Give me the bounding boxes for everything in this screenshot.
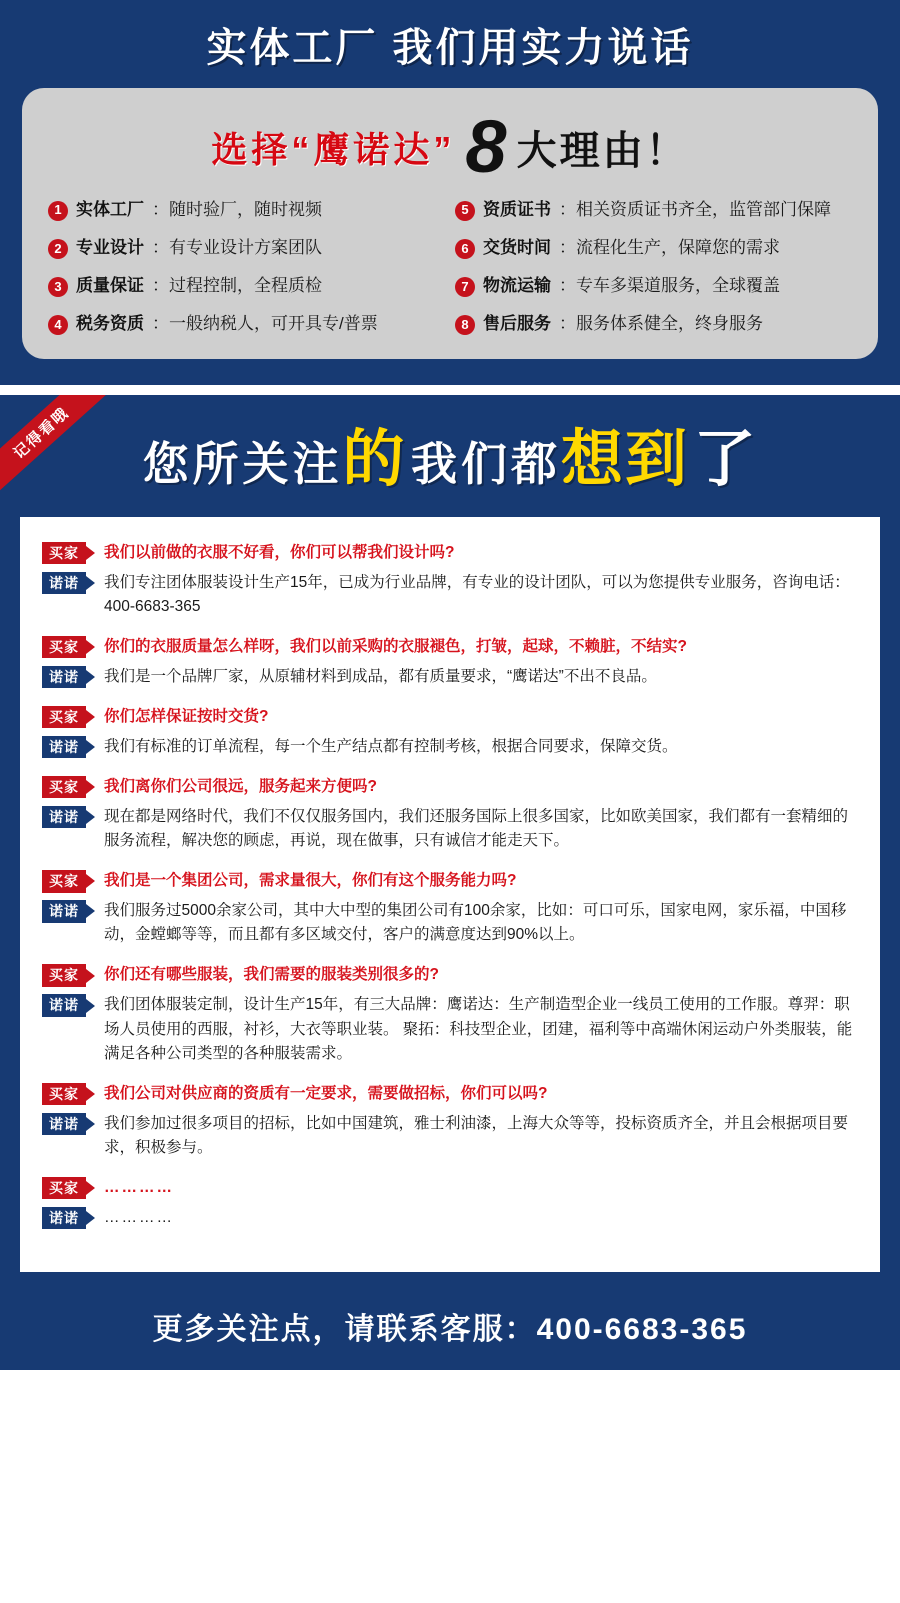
faq-question-line [42,869,858,893]
reason-number-badge: 4 [48,315,68,335]
reason-item [48,313,445,335]
faq-item [42,541,858,619]
reason-value: ：相关资质证书齐全，监管部门保障 [559,199,831,219]
reply-tag: 诺诺 [42,736,86,758]
faq-item [42,963,858,1065]
faq-question-line [42,541,858,565]
reason-number-badge: 2 [48,239,68,259]
reason-value: ：一般纳税人，可开具专/普票 [152,314,378,334]
faq-answer: 现在都是网络时代，我们不仅仅服务国内，我们还服务国际上很多国家，比如欧美国家，我们都有一套精细的服务流程，解决您的顾虑，再说，现在做事，只有诚信才能走天下。 [104,808,849,850]
faq-question: 我们以前做的衣服不好看，你们可以帮我们设计吗? [104,544,455,562]
faq-answer: 我们服务过5000余家公司，其中大中型的集团公司有100余家，比如：可口可乐，国家电网，家乐福，中国移动，金螳螂等等，而且都有多区域交付，客户的满意度达到90%以上。 [104,902,847,944]
page-title: 实体工厂 我们用实力说话 [206,26,694,70]
faq-answer-line [42,1112,858,1160]
faq-item [42,1082,858,1160]
faq-title-part-4: 想到 [560,425,689,495]
reasons-box [22,88,878,359]
buyer-tag: 买家 [42,1083,86,1105]
faq-answer-line [42,665,858,689]
reason-value: ：服务体系健全，终身服务 [559,314,763,334]
reply-tag: 诺诺 [42,666,86,688]
faq-question: 我们离你们公司很远，服务起来方便吗? [104,778,377,796]
faq-question: 你们的衣服质量怎么样呀，我们以前采购的衣服褪色，打皱，起球，不赖脏，不结实? [104,638,687,656]
reason-number-badge: 1 [48,201,68,221]
faq-title-part-3: 我们都 [410,438,561,491]
faq-title-part-2: 的 [342,425,407,495]
faq-question: 我们公司对供应商的资质有一定要求，需要做招标，你们可以吗? [104,1084,548,1102]
reason-number-badge: 8 [455,315,475,335]
faq-item [42,1176,858,1230]
reason-key: 物流运输 [483,276,551,296]
buyer-tag: 买家 [42,776,86,798]
reasons-heading-black: 大理由！ [516,128,689,173]
reason-value: ：随时验厂，随时视频 [152,199,322,219]
reason-item [455,237,852,259]
reason-key: 质量保证 [76,276,144,296]
reasons-grid [48,199,852,335]
faq-question-line [42,635,858,659]
reason-value: ：过程控制，全程质检 [152,276,322,296]
section-faq [0,395,900,1285]
reason-key: 税务资质 [76,314,144,334]
reply-tag: 诺诺 [42,572,86,594]
buyer-tag: 买家 [42,636,86,658]
faq-question-line [42,1082,858,1106]
reason-key: 售后服务 [483,314,551,334]
faq-item [42,635,858,689]
reason-item [455,275,852,297]
faq-answer-line [42,1206,858,1230]
faq-answer: 我们参加过很多项目的招标，比如中国建筑，雅士利油漆，上海大众等等，投标资质齐全，并且会根据项目要求，积极参与。 [104,1114,849,1156]
reason-value: ：流程化生产，保障您的需求 [559,237,780,257]
reason-number-badge: 6 [455,239,475,259]
reply-tag: 诺诺 [42,994,86,1016]
reason-item [455,313,852,335]
faq-answer-line [42,571,858,619]
reasons-heading-number: 8 [465,105,507,188]
faq-answer: 我们是一个品牌厂家，从原辅材料到成品，都有质量要求，“鹰诺达”不出不良品。 [104,668,657,686]
faq-item [42,775,858,853]
reply-tag: 诺诺 [42,900,86,922]
footer-contact-text: 更多关注点，请联系客服：400-6683-365 [152,1312,748,1346]
buyer-tag: 买家 [42,870,86,892]
faq-answer-line [42,899,858,947]
faq-answer: ………… [104,1208,174,1226]
reason-key: 交货时间 [483,237,551,257]
reason-key: 专业设计 [76,237,144,257]
buyer-tag: 买家 [42,1177,86,1199]
reason-number-badge: 7 [455,277,475,297]
reason-number-badge: 5 [455,201,475,221]
reason-item [48,237,445,259]
buyer-tag: 买家 [42,706,86,728]
faq-question-line [42,775,858,799]
faq-question: ………… [104,1178,174,1196]
faq-answer: 我们专注团体服装设计生产15年，已成为行业品牌，有专业的设计团队，可以为您提供专业服务，咨询电话：400-6683-365 [104,574,850,616]
reason-number-badge: 3 [48,277,68,297]
reply-tag: 诺诺 [42,1113,86,1135]
faq-question-line [42,1176,858,1200]
corner-ribbon: 记得看哦 [0,395,107,494]
reason-value: ：有专业设计方案团队 [152,237,322,257]
faq-answer: 我们有标准的订单流程，每一个生产结点都有控制考核，根据合同要求，保障交货。 [104,738,678,756]
reason-value: ：专车多渠道服务，全球覆盖 [559,276,780,296]
reason-key: 资质证书 [483,199,551,219]
reason-item [48,199,445,221]
reason-key: 实体工厂 [76,199,144,219]
reasons-heading-red: 选择“鹰诺达” [211,128,456,170]
faq-question: 我们是一个集团公司，需求量很大，你们有这个服务能力吗? [104,872,517,890]
faq-question-line [42,705,858,729]
reply-tag: 诺诺 [42,1207,86,1229]
reasons-heading [48,105,852,199]
faq-question-line [42,963,858,987]
faq-answer-line [42,735,858,759]
faq-answer: 我们团体服装定制，设计生产15年，有三大品牌：鹰诺达：生产制造型企业一线员工使用的工作服。尊羿：职场人员使用的西服，衬衫，大衣等职业装。 聚拓：科技型企业，团建，福利等中高端休闲运动户外类服装，能满足各种公司类型的各种服装需求。 [104,996,853,1062]
faq-title-part-5: 了 [693,425,758,495]
footer [0,1286,900,1370]
buyer-tag: 买家 [42,964,86,986]
faq-item [42,705,858,759]
section-divider [0,385,900,395]
reason-item [48,275,445,297]
buyer-tag: 买家 [42,542,86,564]
faq-title [0,395,900,517]
reason-item [455,199,852,221]
faq-item [42,869,858,947]
faq-list [20,517,880,1271]
faq-answer-line [42,805,858,853]
reply-tag: 诺诺 [42,806,86,828]
faq-title-part-1: 您所关注 [142,438,343,491]
faq-question: 你们还有哪些服装，我们需要的服装类别很多的? [104,966,439,984]
section-reasons [0,0,900,385]
faq-question: 你们怎样保证按时交货? [104,708,269,726]
faq-answer-line [42,993,858,1065]
